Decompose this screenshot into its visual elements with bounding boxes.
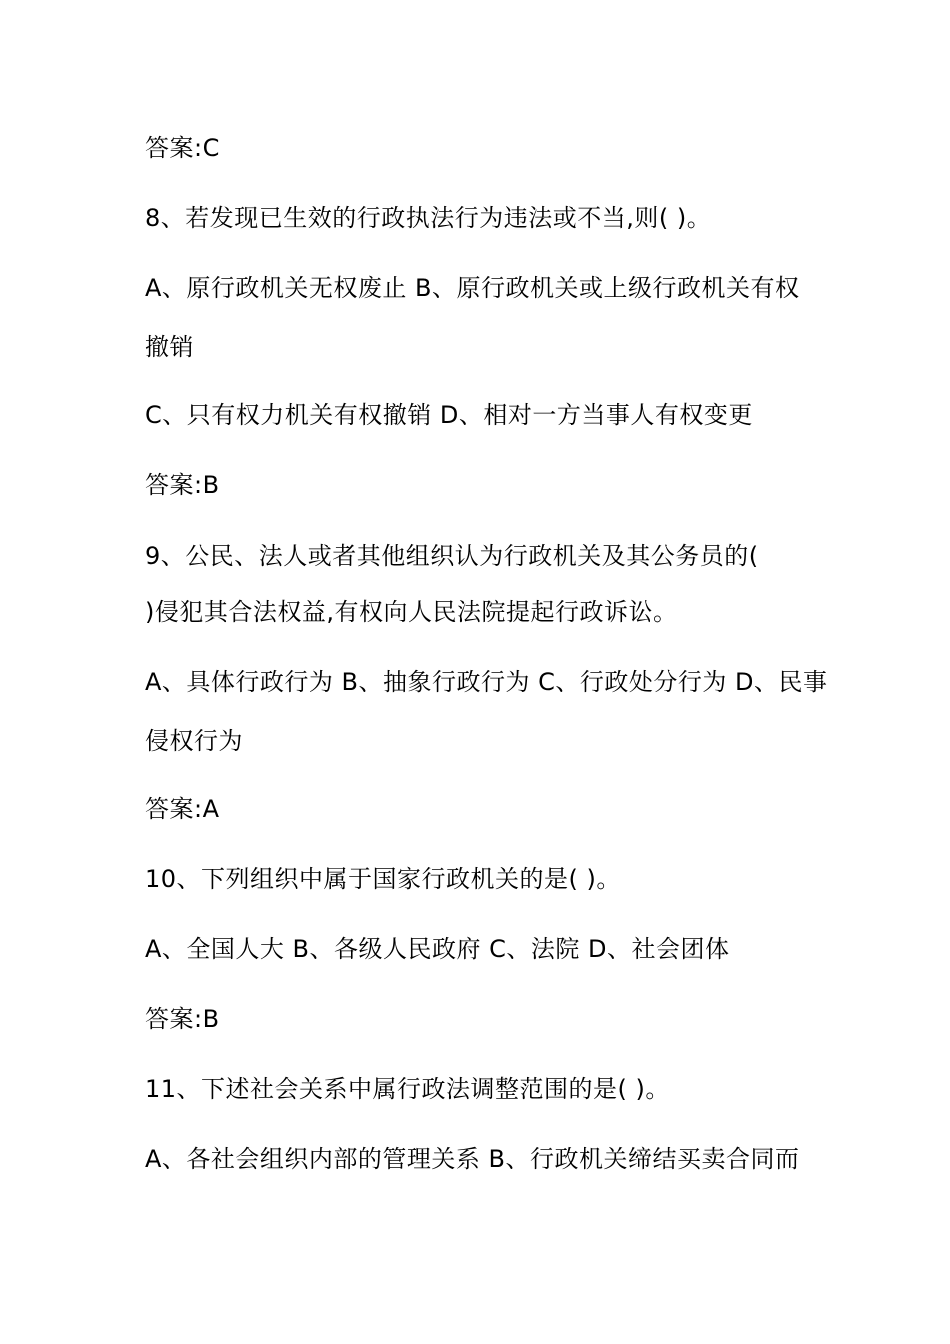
options-line: A、具体行政行为 B、抽象行政行为 C、行政处分行为 D、民事 bbox=[145, 668, 828, 696]
answer-line: 答案:C bbox=[145, 134, 220, 162]
answer-line: 答案:B bbox=[145, 471, 220, 499]
answer-line: 答案:A bbox=[145, 795, 220, 823]
options-line: C、只有权力机关有权撤销 D、相对一方当事人有权变更 bbox=[145, 401, 753, 429]
question-9-continued: )侵犯其合法权益,有权向人民法院提起行政诉讼。 bbox=[145, 598, 678, 626]
options-line: A、各社会组织内部的管理关系 B、行政机关缔结买卖合同而 bbox=[145, 1145, 800, 1173]
question-11: 11、下述社会关系中属行政法调整范围的是( )。 bbox=[145, 1075, 670, 1103]
options-line: A、原行政机关无权废止 B、原行政机关或上级行政机关有权 bbox=[145, 274, 800, 302]
answer-line: 答案:B bbox=[145, 1005, 220, 1033]
options-line-continued: 侵权行为 bbox=[145, 727, 243, 755]
options-line-continued: 撤销 bbox=[145, 333, 194, 361]
question-9: 9、公民、法人或者其他组织认为行政机关及其公务员的( bbox=[145, 542, 759, 570]
question-10: 10、下列组织中属于国家行政机关的是( )。 bbox=[145, 865, 621, 893]
question-8: 8、若发现已生效的行政执法行为违法或不当,则( )。 bbox=[145, 204, 712, 232]
options-line: A、全国人大 B、各级人民政府 C、法院 D、社会团体 bbox=[145, 935, 730, 963]
